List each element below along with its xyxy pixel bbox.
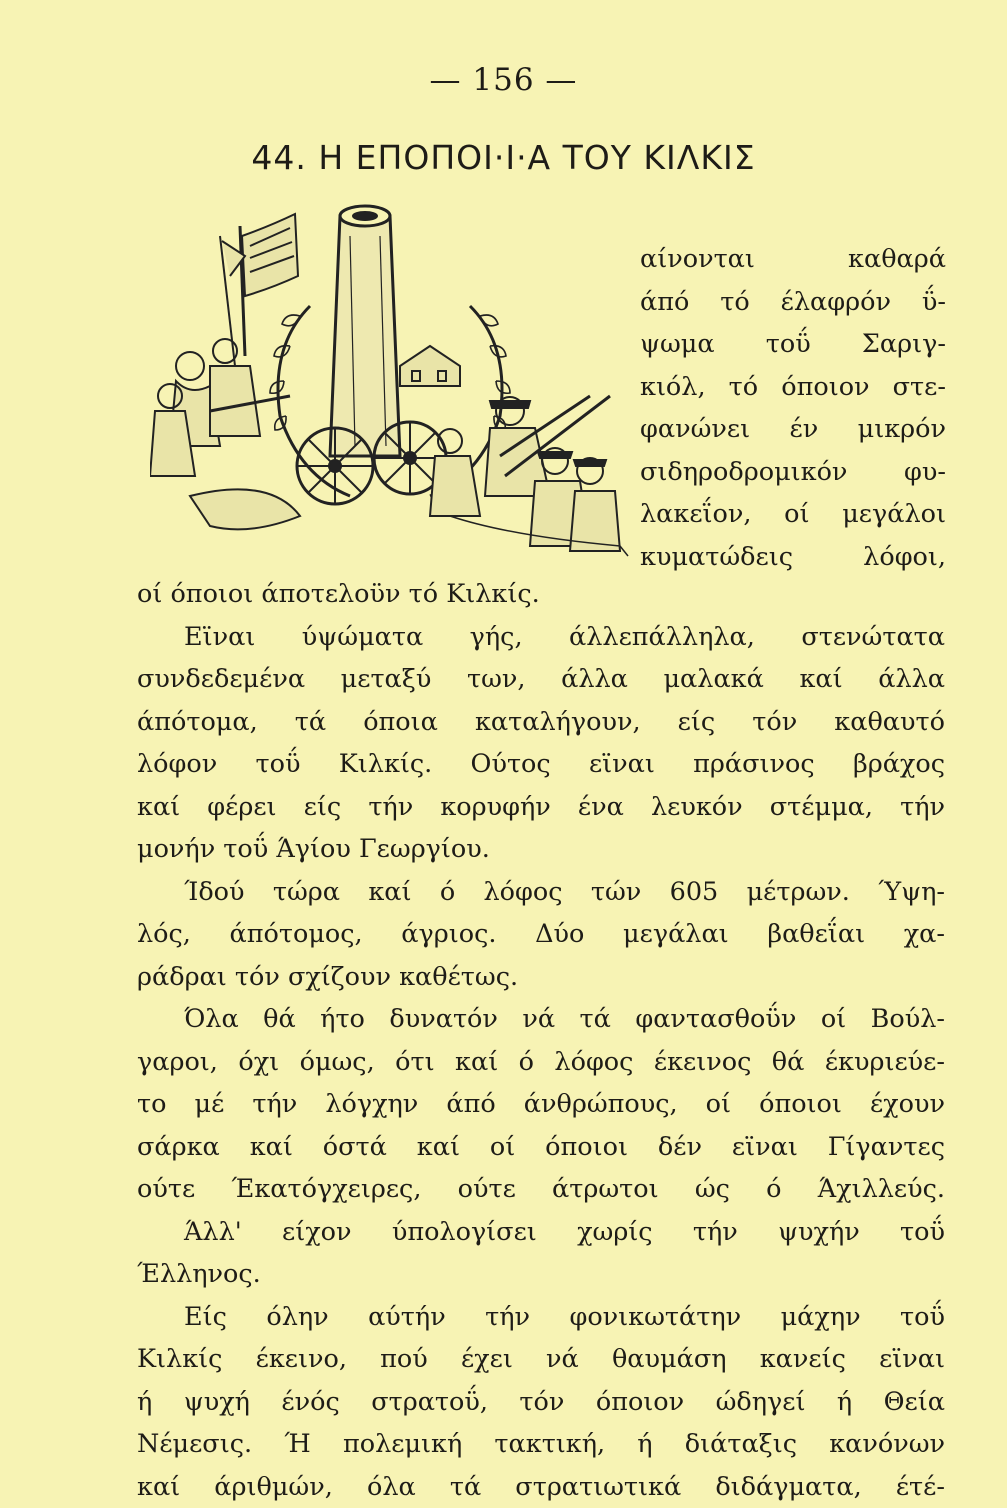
side-text (640, 238, 946, 578)
text-line: ούτε Έκατόγχειρες, ούτε άτρωτοι ώς ό Άχιλλεύς. (137, 1168, 945, 1211)
main-text (137, 573, 945, 1508)
text-line: μονήν τοΰ Άγίου Γεωργίου. (137, 828, 945, 871)
text-line: λός, άπότομος, άγριος. Δύο μεγάλαι βαθεΐαι χα- (137, 913, 945, 956)
text-line: σάρκα καί όστά καί οί όποιοι δέν εϊναι Γίγαντες (137, 1126, 945, 1169)
side-line: λακεΐον, οί μεγάλοι (640, 493, 946, 536)
text-line: καί φέρει είς τήν κορυφήν ένα λευκόν στέμμα, τήν (137, 786, 945, 829)
text-line: άπότομα, τά όποια καταλήγουν, είς τόν καθαυτό (137, 701, 945, 744)
side-line: κυματώδεις λόφοι, (640, 536, 946, 579)
side-line: σιδηροδρομικόν φυ- (640, 451, 946, 494)
page-number: — 156 — (0, 62, 1007, 98)
side-line: άπό τό έλαφρόν ΰ- (640, 281, 946, 324)
text-line: Όλα θά ήτο δυνατόν νά τά φαντασθοΰν οί Βούλ- (137, 998, 945, 1041)
text-line: Νέμεσις. Ή πολεμική τακτική, ή διάταξις κανόνων (137, 1423, 945, 1466)
text-line: συνδεδεμένα μεταξύ των, άλλα μαλακά καί άλλα (137, 658, 945, 701)
text-line: λόφον τοΰ Κιλκίς. Ούτος εϊναι πράσινος βράχος (137, 743, 945, 786)
text-line: Κιλκίς έκεινο, πού έχει νά θαυμάση κανείς εϊναι (137, 1338, 945, 1381)
side-line: φανώνει έν μικρόν (640, 408, 946, 451)
text-line: γαροι, όχι όμως, ότι καί ό λόφος έκεινος θά έκυριεύε- (137, 1041, 945, 1084)
side-line: αίνονται καθαρά (640, 238, 946, 281)
text-line: ράδραι τόν σχίζουν καθέτως. (137, 956, 945, 999)
text-line: καί άριθμών, όλα τά στρατιωτικά διδάγματα, έτέ- (137, 1466, 945, 1508)
side-line: κιόλ, τό όποιον στε- (640, 366, 946, 409)
text-line: το μέ τήν λόγχην άπό άνθρώπους, οί όποιοι έχουν (137, 1083, 945, 1126)
text-line: Έλληνος. (137, 1253, 945, 1296)
side-line: ψωμα τοΰ Σαριγ- (640, 323, 946, 366)
text-line: Εϊναι ύψώματα γής, άλλεπάλληλα, στενώτατα (137, 616, 945, 659)
war-vignette-icon (150, 196, 630, 564)
text-line: Άλλ' είχον ύπολογίσει χωρίς τήν ψυχήν τοΰ (137, 1211, 945, 1254)
text-line: Είς όλην αύτήν τήν φονικωτάτην μάχην τοΰ (137, 1296, 945, 1339)
chapter-title: 44. Η ΕΠΟΠΟΙ·Ι·Α ΤΟΥ ΚΙΛΚΙΣ (0, 138, 1007, 177)
text-line: οί όποιοι άποτελοϋν τό Κιλκίς. (137, 573, 945, 616)
text-line: ή ψυχή ένός στρατοΰ, τόν όποιον ώδηγεί ή Θεία (137, 1381, 945, 1424)
text-line: Ίδού τώρα καί ό λόφος τών 605 μέτρων. Ύψη- (137, 871, 945, 914)
